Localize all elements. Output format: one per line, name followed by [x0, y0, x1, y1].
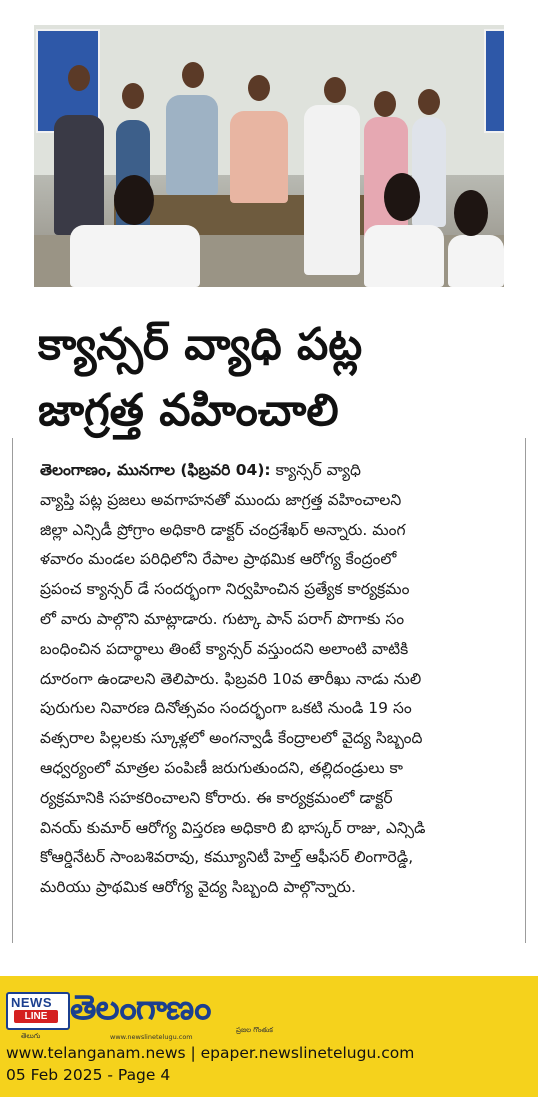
article-line-text: క్యాన్సర్ వ్యాధి — [275, 461, 361, 479]
photo-head — [248, 75, 270, 101]
article-line: బంధించిన పదార్థాలు తింటే క్యాన్సర్ వస్తుందని అలాంటి వాటికి — [40, 639, 409, 658]
photo-head — [68, 65, 90, 91]
photo-head — [324, 77, 346, 103]
masthead-tagline: ప్రజల గొంతుక — [236, 1026, 273, 1034]
photo-person — [304, 105, 360, 275]
footer-urls[interactable]: www.telanganam.news | epaper.newslinetelugu.com — [6, 1044, 415, 1062]
article-line: మరియు ప్రాథమిక ఆరోగ్య వైద్య సిబ్బంది పాల్గొన్నారు. — [40, 878, 356, 897]
article-dateline: తెలంగాణం, మునగాల (ఫిబ్రవరి 04): — [40, 461, 271, 479]
article-line: కోఆర్డినేటర్ సాంబశివరావు, కమ్యూనిటీ హెల్త్ ఆఫీసర్ లింగారెడ్డి, — [40, 848, 414, 867]
article-line: దూరంగా ఉండాలని తెలిపారు. ఫిబ్రవరి 10వ తారీఖు నాడు నులి — [40, 669, 422, 688]
article-line: వత్సరాల పిల్లలకు స్కూళ్లలో అంగన్వాడీ కేంద్రాలలో వైద్య సిబ్బంది — [40, 729, 423, 748]
footer-date-page: 05 Feb 2025 - Page 4 — [6, 1066, 171, 1084]
footer-banner — [0, 976, 538, 1097]
article-line — [40, 456, 508, 486]
article-border-left — [12, 438, 13, 943]
article-border-right — [525, 438, 526, 943]
article-line: ళవారం మండల పరిధిలోని రేపాల ప్రాథమిక ఆరోగ్య కేంద్రంలో — [40, 550, 397, 569]
photo-person — [364, 225, 444, 287]
photo-head — [182, 62, 204, 88]
article-line: వినయ్ కుమార్ ఆరోగ్య విస్తరణ అధికారి బి భాస్కర్ రాజు, ఎన్సిడి — [40, 818, 426, 837]
logo-line-text: LINE — [14, 1010, 58, 1023]
photo-person — [448, 235, 504, 287]
masthead-logo: తెలంగాణం — [70, 988, 211, 1028]
article-line: వ్యాప్తి పట్ల ప్రజలు అవగాహనతో ముందు జాగ్రత్త వహించాలని — [40, 490, 402, 509]
article-body — [40, 456, 508, 903]
article-line: ప్రపంచ క్యాన్సర్ డే సందర్భంగా నిర్వహించిన ప్రత్యేక కార్యక్రమం — [40, 580, 410, 599]
photo-person — [70, 225, 200, 287]
photo-head — [384, 173, 420, 221]
photo-head — [454, 190, 488, 236]
photo-window-right — [484, 29, 504, 133]
photo-head — [114, 175, 154, 225]
photo-person — [166, 95, 218, 195]
newsline-logo — [6, 992, 70, 1040]
article-line: లో వారు పాల్గొని మాట్లాడారు. గుట్కా పాన్ పరాగ్ పొగాకు సం — [40, 609, 405, 628]
small-url: www.newslinetelugu.com — [110, 1033, 193, 1041]
article-line: జిల్లా ఎన్సిడీ ప్రోగ్రాం అధికారి డాక్టర్ చంద్రశేఖర్ అన్నారు. మంగ — [40, 520, 406, 539]
news-photo — [34, 25, 504, 287]
article-line: ర్యక్రమానికి సహకరించాలని కోరారు. ఈ కార్యక్రమంలో డాక్టర్ — [40, 788, 393, 807]
logo-news-text: NEWS — [11, 995, 52, 1010]
photo-head — [122, 83, 144, 109]
photo-person — [412, 117, 446, 227]
article-line: పురుగుల నివారణ దినోత్సవం సందర్భంగా ఒకటి నుండి 19 సం — [40, 699, 412, 718]
photo-head — [418, 89, 440, 115]
logo-caption: తెలుగు — [21, 1032, 41, 1040]
article-line: ఆధ్వర్యంలో మాత్రల పంపిణీ జరుగుతుందని, తల్లిదండ్రులు కా — [40, 758, 403, 777]
headline-line-2: జాగ్రత్త వహించాలి — [38, 385, 339, 436]
photo-person — [230, 111, 288, 203]
photo-person — [54, 115, 104, 235]
headline-line-1: క్యాన్సర్ వ్యాధి పట్ల — [38, 319, 363, 370]
photo-head — [374, 91, 396, 117]
